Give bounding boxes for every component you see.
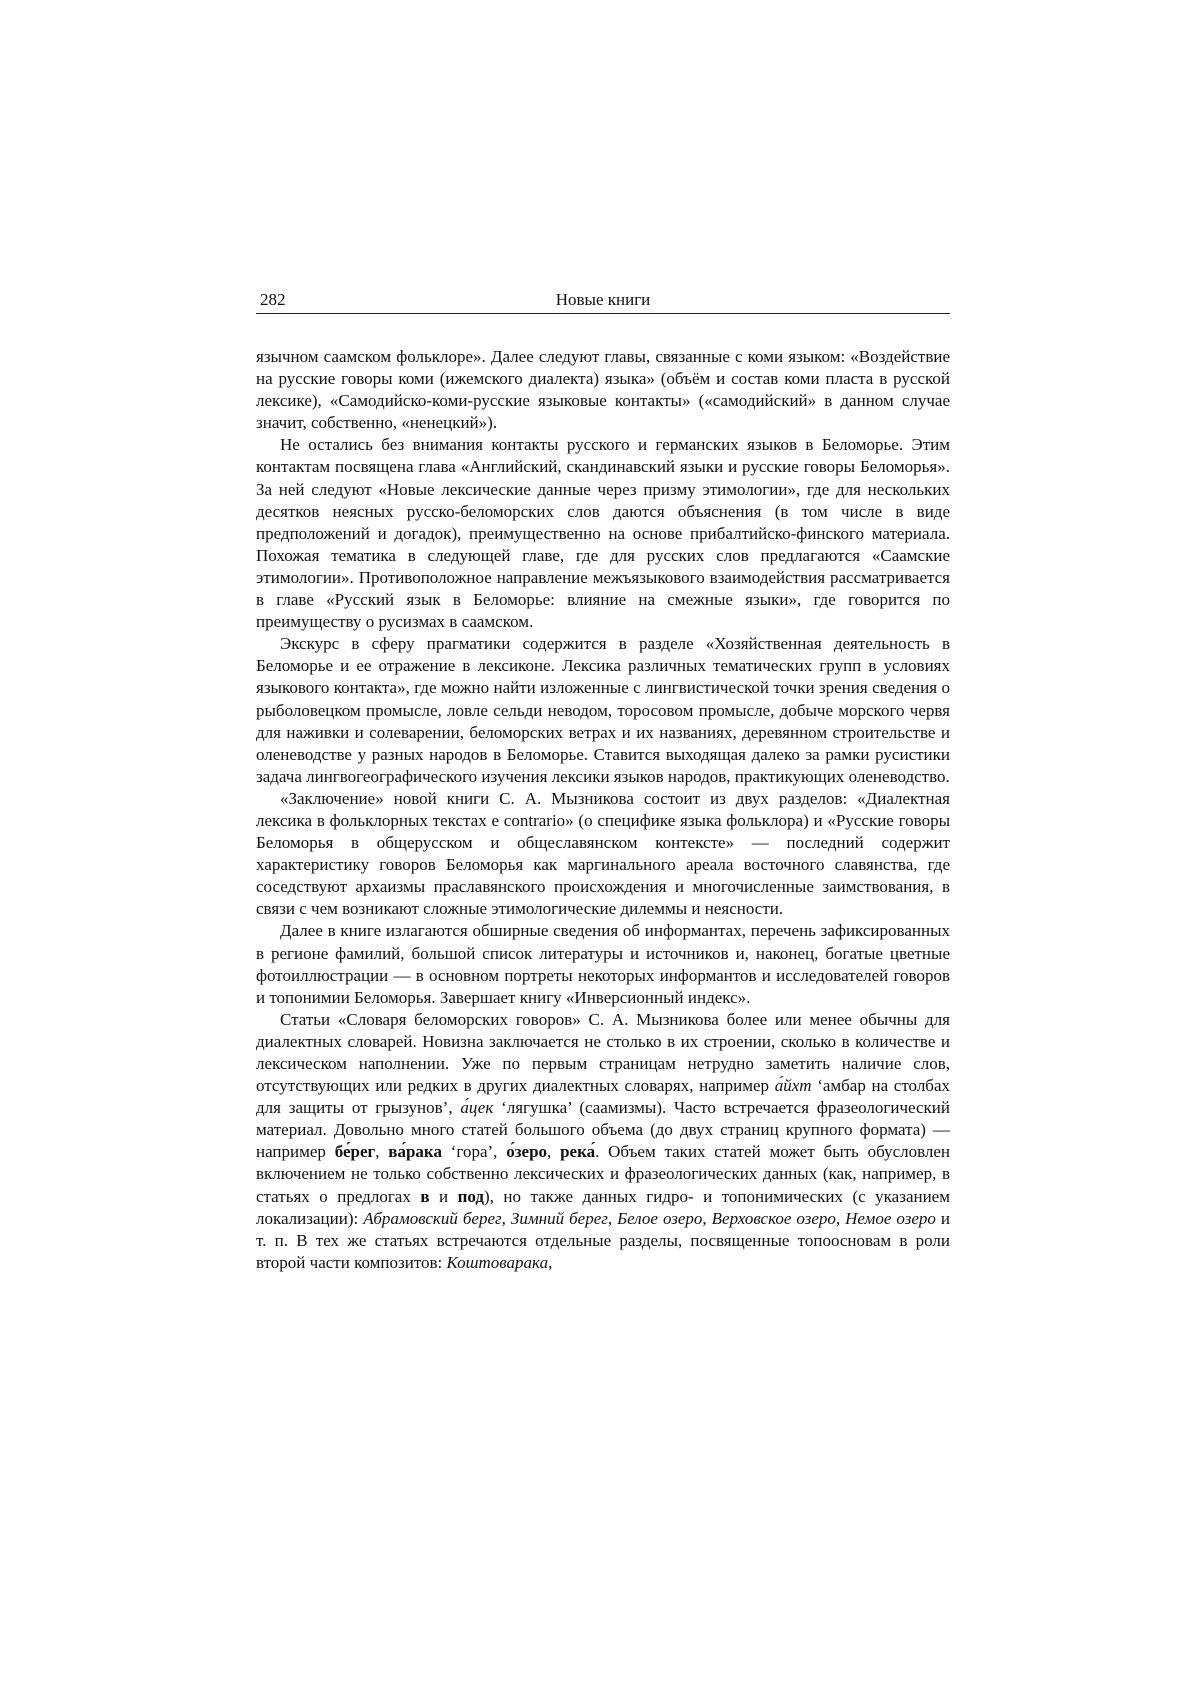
bold-headword: под <box>457 1186 484 1206</box>
text-span: и т. п. В тех же статьях встречаются отдельные разделы, посвященные топоосновам в роли второй части композитов: <box>256 1208 950 1272</box>
italic-toponym: Верховское озеро <box>711 1208 836 1228</box>
text-span: , <box>547 1142 561 1162</box>
bold-headword: ва́рака <box>388 1142 442 1162</box>
text-span: ‘лягушка’ (саамизмы). Часто встречается фразеологический материал. Довольно много статей большого объема (до двух страниц крупного формата) — например <box>256 1098 950 1162</box>
text-span: , <box>702 1208 712 1228</box>
text-span: , <box>835 1208 846 1228</box>
paragraph-1: язычном саамском фольклоре». Далее следуют главы, связанные с коми языком: «Воздействие на русские говоры коми (ижемского диалекта) языка» (объём и состав коми пласта в русской лексике), «Самодийско-коми-русские языковые контакты» («самодийский» в данном случае значит, собственно, «ненецкий»). <box>256 347 950 433</box>
text-span: ‘гора’, <box>441 1142 507 1162</box>
italic-toponym: Зимний берег <box>510 1208 608 1228</box>
article-body <box>256 346 950 1274</box>
bold-headword: бе́рег <box>334 1142 376 1162</box>
italic-toponym: Абрамовский берег <box>363 1208 502 1228</box>
text-span: и <box>429 1186 458 1206</box>
text-span: . Объем таких статей может быть обусловлен включением не только собственно лексических и фразеологических данных (как, например, в статьях о предлогах <box>256 1142 951 1206</box>
italic-toponym: Немое озеро <box>845 1208 936 1228</box>
text-span: , <box>501 1208 511 1228</box>
bold-headword: река́ <box>560 1142 596 1162</box>
text-span: , <box>607 1208 618 1228</box>
bold-headword: о́зеро <box>506 1142 548 1162</box>
italic-toponym: Белое озеро <box>617 1208 703 1228</box>
page-header <box>256 287 950 314</box>
italic-word: а́цек <box>460 1098 494 1118</box>
page-number: 282 <box>260 290 286 309</box>
paragraph-2: Не остались без внимания контакты русского и германских языков в Беломорье. Этим контактам посвящена глава «Английский, скандинавский языки и русские говоры Беломорья». За ней следуют «Новые лексические данные через призму этимологии», где для нескольких десятков неясных русско-беломорских слов даются объяснения (в том числе в виде предположений и догадок), преимущественно на основе прибалтийско-финского материала. Похожая тематика в следующей главе, где для русских слов предлагаются «Саамские этимологии». Противоположное направление межъязыкового взаимодействия рассматривается в главе «Русский язык в Беломорье: влияние на смежные языки», где говорится по преимуществу о русизмах в саамском. <box>256 435 950 632</box>
text-span: ‘амбар на столбах для защиты от грызунов’, <box>256 1076 950 1118</box>
paragraph-6 <box>256 1009 950 1274</box>
text-span: ), но также данных гидро- и топонимических (с указанием локализации): <box>256 1186 950 1228</box>
text-span: , <box>375 1142 389 1162</box>
bold-headword: в <box>420 1186 430 1206</box>
italic-toponym: Коштоварака <box>446 1252 549 1272</box>
text-span: Статьи «Словаря беломорских говоров» С. А. Мызникова более или менее обычны для диалектных словарей. Новизна заключается не столько в их строении, сколько в количестве и лексическом наполнении. Уже по первым страницам нетрудно заметить наличие слов, отсутствующих или редких в других диалектных словарях, например <box>256 1009 950 1096</box>
italic-word: а́йхт <box>774 1076 812 1096</box>
text-span: , <box>548 1252 553 1272</box>
paragraph-3: Экскурс в сферу прагматики содержится в разделе «Хозяйственная деятельность в Беломорье и ее отражение в лексиконе. Лексика различных тематических групп в условиях языкового контакта», где можно найти изложенные с лингвистической точки зрения сведения о рыболовецком промысле, ловле сельди неводом, торосовом промысле, добыче морского червя для наживки и солеварении, беломорских ветрах и их названиях, деревянном строительстве и оленеводстве у разных народов в Беломорье. Ставится выходящая далеко за рамки русистики задача лингвогеографического изучения лексики языков народов, практикующих оленеводство. <box>256 634 950 786</box>
paragraph-5: Далее в книге излагаются обширные сведения об информантах, перечень зафиксированных в регионе фамилий, большой список литературы и источников и, наконец, богатые цветные фотоиллюстрации — в основном портреты некоторых информантов и исследователей говоров и топонимии Беломорья. Завершает книгу «Инверсионный индекс». <box>256 921 950 1007</box>
running-title: Новые книги <box>555 290 651 309</box>
paragraph-4: «Заключение» новой книги С. А. Мызникова состоит из двух разделов: «Диалектная лексика в фольклорных текстах e contrario» (о специфике языка фольклора) и «Русские говоры Беломорья в общерусском и общеславянском контексте» — последний содержит характеристику говоров Беломорья как маргинального ареала восточного славянства, где соседствуют архаизмы праславянского происхождения и многочисленные заимствования, в связи с чем возникают сложные этимологические дилеммы и неясности. <box>256 788 950 919</box>
